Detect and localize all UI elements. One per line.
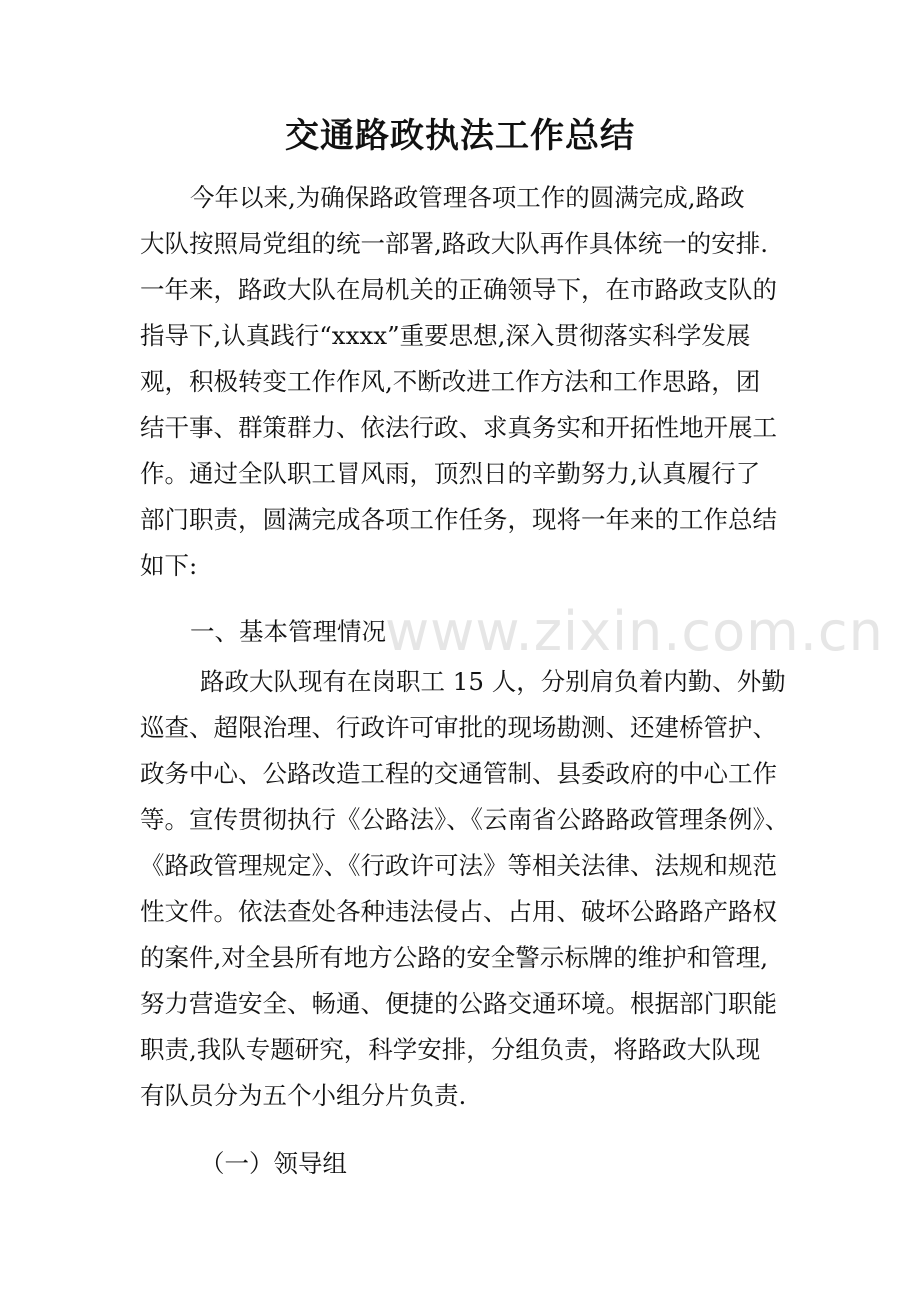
paragraph-line: 路政大队现有在岗职工 15 人，分别肩负着内勤、外勤 [200,667,786,696]
paragraph-line: 指导下,认真践行“xxxx”重要思想,深入贯彻落实科学发展 [140,321,751,350]
paragraph-line: 一年来，路政大队在局机关的正确领导下，在市路政支队的 [140,275,777,304]
paragraph-line: 作。通过全队职工冒风雨，顶烈日的辛勤努力,认真履行了 [140,459,761,488]
paragraph-line: 《路政管理规定》、《行政许可法》等相关法律、法规和规范 [140,851,777,880]
document-title: 交通路政执法工作总结 [285,116,635,156]
paragraph-line: 今年以来,为确保路政管理各项工作的圆满完成,路政 [190,183,745,212]
paragraph-line: 结干事、群策群力、依法行政、求真务实和开拓性地开展工 [140,413,777,442]
paragraph-line: 的案件,对全县所有地方公路的安全警示标牌的维护和管理, [140,943,769,972]
paragraph-line: 职责,我队专题研究，科学安排，分组负责，将路政大队现 [140,1035,761,1064]
paragraph-line: 如下: [140,551,198,580]
paragraph-line: 等。宣传贯彻执行《公路法》、《云南省公路路政管理条例》、 [140,805,790,834]
section-heading: 一、基本管理情况 [190,617,386,646]
paragraph-line: 努力营造安全、畅通、便捷的公路交通环境。根据部门职能 [140,989,777,1018]
paragraph-line: 观，积极转变工作作风,不断改进工作方法和工作思路，团 [140,367,761,396]
paragraph-line: 性文件。依法查处各种违法侵占、占用、破坏公路路产路权 [140,897,777,926]
watermark: www.zixin.com.cn [385,600,884,663]
paragraph-line: 有队员分为五个小组分片负责. [140,1081,467,1110]
paragraph-line: 政务中心、公路改造工程的交通管制、县委政府的中心工作 [140,759,777,788]
subsection-heading: （一）领导组 [200,1149,347,1178]
paragraph-line: 部门职责，圆满完成各项工作任务，现将一年来的工作总结 [140,505,777,534]
paragraph-line: 巡查、超限治理、行政许可审批的现场勘测、还建桥管护、 [140,713,777,742]
paragraph-line: 大队按照局党组的统一部署,路政大队再作具体统一的安排. [140,229,769,258]
